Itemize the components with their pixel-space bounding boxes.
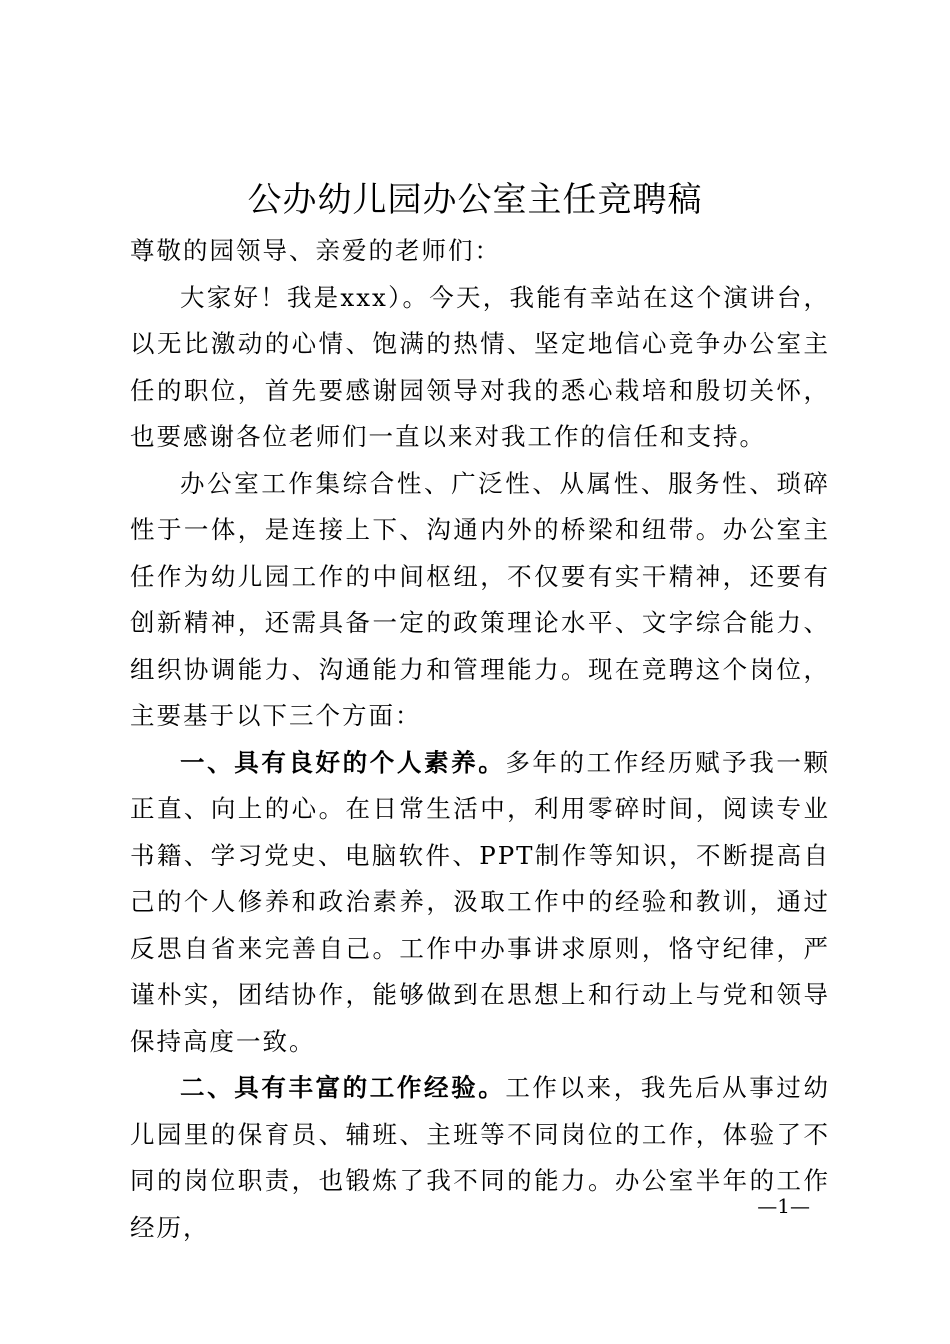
- document-body: [130, 228, 830, 1251]
- paragraph-office-work: [130, 461, 830, 740]
- paragraph-text: 大家好！我是xxx）。今天，我能有幸站在这个演讲台，以无比激动的心情、饱满的热情、坚定地信心竞争办公室主任的职位，首先要感谢园领导对我的悉心栽培和殷切关怀，也要感谢各位老师们一直以来对我工作的信任和支持。: [130, 282, 830, 451]
- page-number: —1—: [757, 1194, 810, 1218]
- paragraph-personal-quality: [130, 740, 830, 1066]
- paragraph-heading: 二、具有丰富的工作经验。: [180, 1073, 506, 1102]
- salutation: 尊敬的园领导、亲爱的老师们：: [130, 236, 501, 265]
- paragraph-text: 多年的工作经历赋予我一颗正直、向上的心。在日常生活中，利用零碎时间，阅读专业书籍、学习党史、电脑软件、PPT制作等知识，不断提高自己的个人修养和政治素养，汲取工作中的经验和教训，通过反思自省来完善自己。工作中办事讲求原则，恪守纪律，严谨朴实，团结协作，能够做到在思想上和行动上与党和领导保持高度一致。: [130, 747, 831, 1056]
- paragraph-heading: 一、具有良好的个人素养。: [180, 747, 506, 777]
- paragraph-work-experience: [130, 1065, 830, 1251]
- paragraph-text: 办公室工作集综合性、广泛性、从属性、服务性、琐碎性于一体，是连接上下、沟通内外的桥梁和纽带。办公室主任作为幼儿园工作的中间枢纽，不仅要有实干精神，还要有创新精神，还需具备一定的政策理论水平、文字综合能力、组织协调能力、沟通能力和管理能力。现在竞聘这个岗位，主要基于以下三个方面：: [130, 468, 830, 730]
- paragraph-text: 工作以来，我先后从事过幼儿园里的保育员、辅班、主班等不同岗位的工作，体验了不同的岗位职责，也锻炼了我不同的能力。办公室半年的工作经历，: [130, 1073, 831, 1242]
- page-title: 公办幼儿园办公室主任竞聘稿: [247, 180, 703, 220]
- paragraph-greeting: [130, 275, 830, 461]
